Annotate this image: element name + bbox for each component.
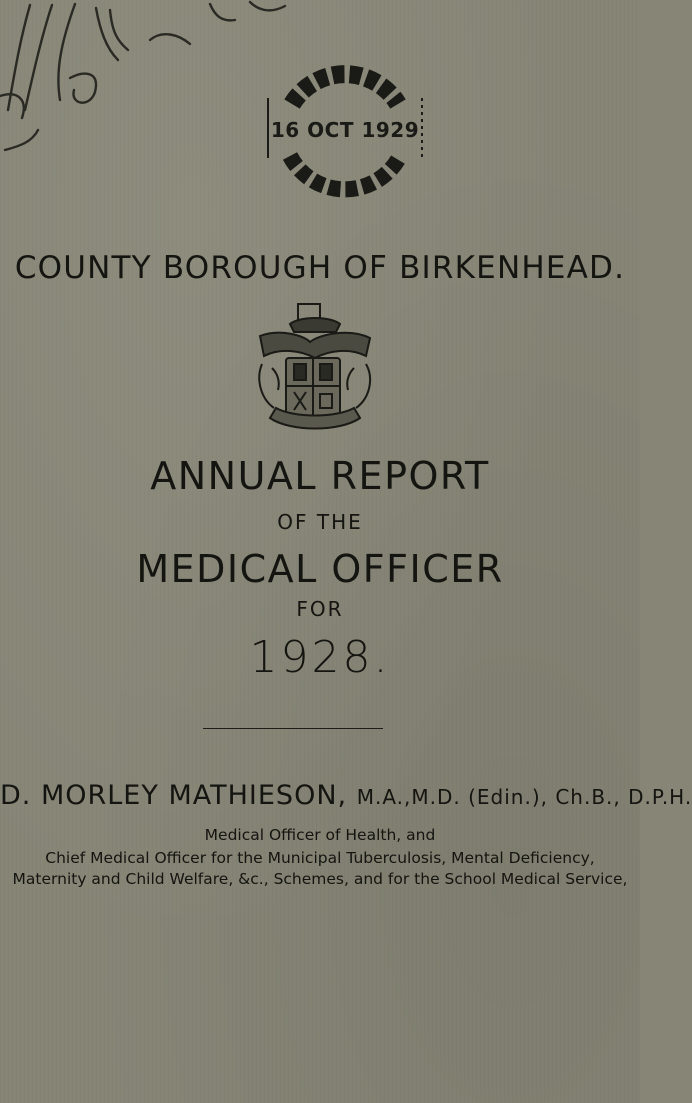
author-role-line1: Medical Officer of Health, and (204, 826, 436, 844)
borough-heading: COUNTY BOROUGH OF BIRKENHEAD. (14, 250, 626, 286)
author-role-line3: Maternity and Child Welfare, &c., Schemes, and for the School Medical Service, (12, 870, 628, 888)
author-name: D. MORLEY MATHIESON, (0, 780, 348, 811)
author-role-line2: Chief Medical Officer for the Municipal Tuberculosis, Mental Deficiency, (45, 849, 595, 867)
divider-rule (203, 728, 383, 729)
report-title-line3: MEDICAL OFFICER (136, 547, 504, 591)
author-degrees: M.A.,M.D. (Edin.), Ch.B., D.P.H. (356, 785, 692, 809)
report-title-line2: OF THE (277, 510, 363, 534)
stamp-date: 16 OCT 1929 (270, 118, 420, 142)
report-year: 1928. (249, 632, 391, 683)
report-title-line4: FOR (296, 597, 344, 621)
report-title-line1: ANNUAL REPORT (150, 454, 490, 498)
borough-coat-of-arms (250, 298, 380, 440)
author-line (0, 780, 692, 811)
